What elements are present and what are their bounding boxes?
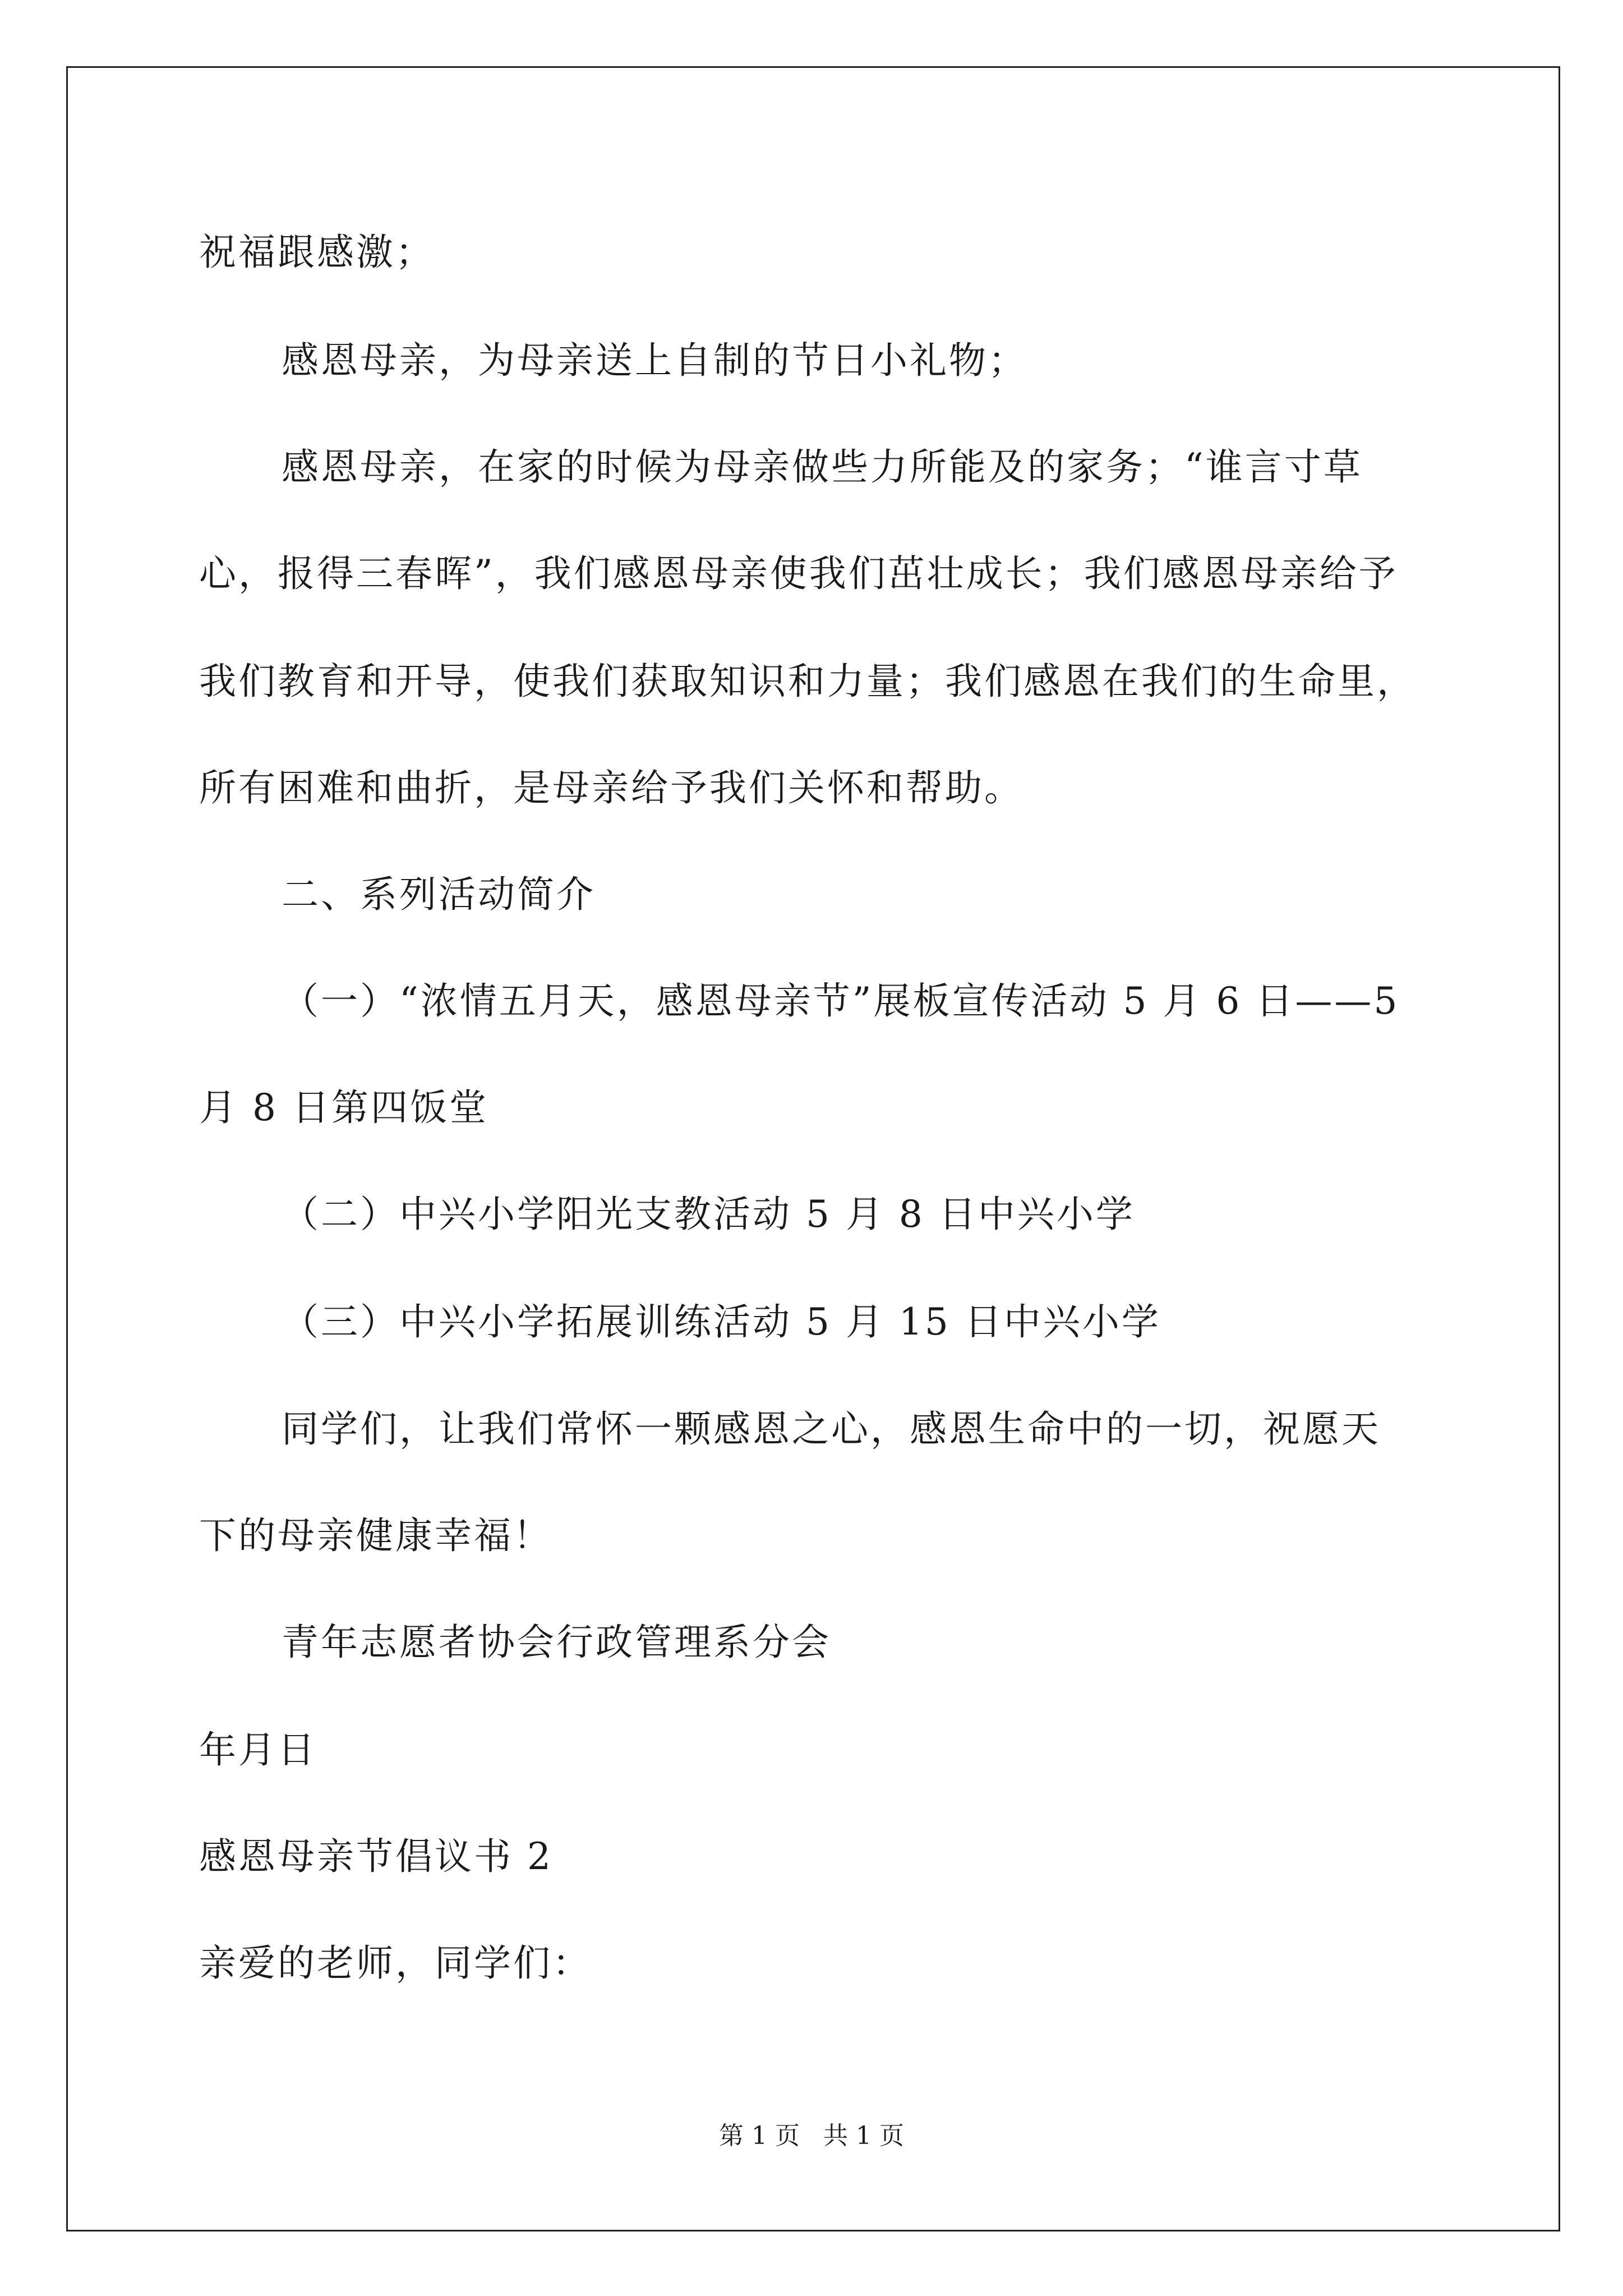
closing-line-1: 同学们，让我们常怀一颗感恩之心，感恩生命中的一切，祝愿天 [282, 1407, 1381, 1451]
document-title-2: 感恩母亲节倡议书 2 [199, 1835, 553, 1878]
activity-item-1-cont: 月 8 日第四饭堂 [199, 1086, 488, 1129]
text-line-4: 心，报得三春晖”，我们感恩母亲使我们茁壮成长；我们感恩母亲给予 [199, 552, 1398, 595]
activity-item-2: （二）中兴小学阳光支教活动 5 月 8 日中兴小学 [282, 1193, 1135, 1236]
text-line-3: 感恩母亲，在家的时候为母亲做些力所能及的家务；“谁言寸草 [282, 445, 1363, 489]
page-footer: 第 1 页 共 1 页 [719, 2122, 904, 2150]
text-line-1: 祝福跟感激； [199, 231, 435, 274]
text-line-5: 我们教育和开导，使我们获取知识和力量；我们感恩在我们的生命里， [199, 660, 1416, 703]
signature-date: 年月日 [199, 1728, 317, 1772]
salutation: 亲爱的老师，同学们： [199, 1941, 592, 1985]
closing-line-2: 下的母亲健康幸福！ [199, 1514, 552, 1557]
activity-item-1: （一）“浓情五月天，感恩母亲节”展板宣传活动 5 月 6 日——5 [282, 979, 1400, 1023]
page-border [66, 66, 1560, 2231]
section-heading: 二、系列活动简介 [282, 873, 596, 916]
signature-org: 青年志愿者协会行政管理系分会 [282, 1621, 831, 1664]
text-line-6: 所有困难和曲折，是母亲给予我们关怀和帮助。 [199, 766, 1023, 809]
text-line-2: 感恩母亲，为母亲送上自制的节日小礼物； [282, 339, 1027, 382]
activity-item-3: （三）中兴小学拓展训练活动 5 月 15 日中兴小学 [282, 1300, 1161, 1343]
